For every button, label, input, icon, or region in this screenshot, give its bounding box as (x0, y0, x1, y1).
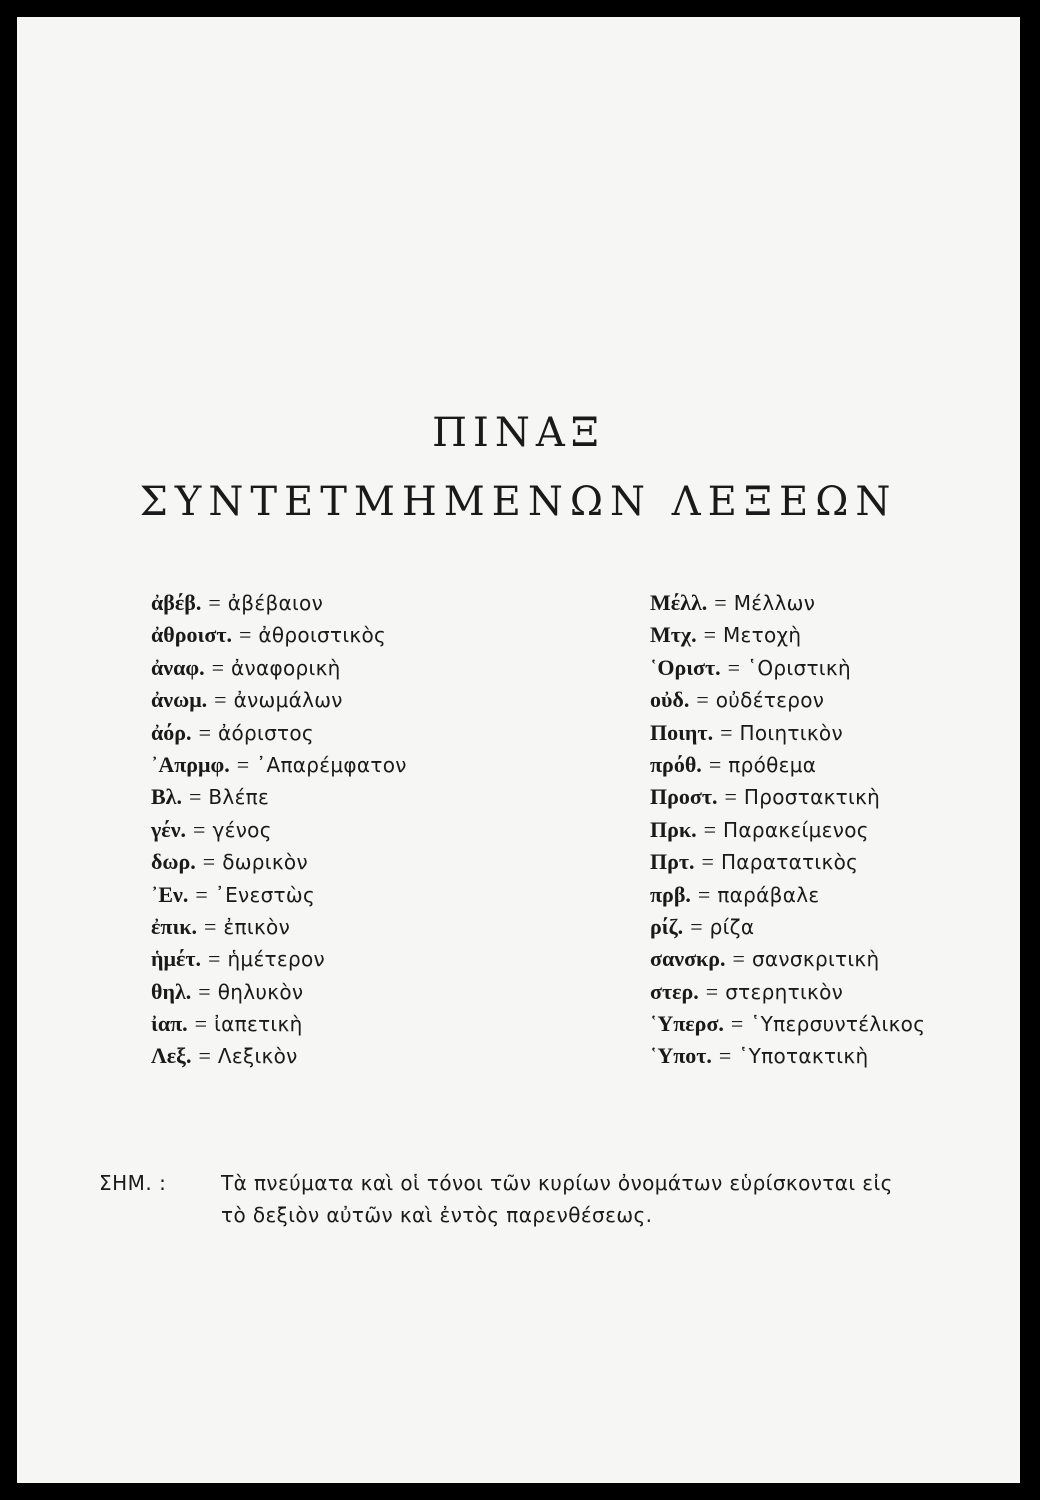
full-word: Μετοχὴ (723, 623, 802, 648)
abbreviation-entry (151, 911, 407, 943)
abbreviation: ἀθροιστ. (151, 622, 232, 648)
abbreviation: στερ. (650, 978, 699, 1004)
abbreviation: ρίζ. (650, 913, 684, 939)
abbreviation: ἡμέτ. (151, 946, 202, 972)
abbreviation: Λεξ. (151, 1043, 192, 1069)
abbreviation-entry (650, 717, 925, 749)
abbreviations-left-column (151, 587, 407, 1073)
abbreviation-entry (151, 619, 407, 651)
abbreviation: ᾿Απρμφ. (151, 751, 230, 777)
abbreviation: Μτχ. (650, 622, 697, 648)
equals-sign: = (214, 687, 227, 713)
abbreviation-entry (151, 814, 407, 846)
equals-sign: = (730, 1011, 744, 1037)
full-word: ᾿Ενεστὼς (214, 882, 315, 907)
abbreviation: ἀνωμ. (151, 687, 208, 713)
full-word: Βλέπε (208, 785, 270, 810)
equals-sign: = (727, 654, 741, 680)
equals-sign: = (198, 1043, 211, 1069)
abbreviation: ἀόρ. (151, 719, 192, 745)
title-line-2: ΣΥΝΤΕΤΜΗΜΕΝΩΝ ΛΕΞΕΩΝ (139, 479, 898, 525)
abbreviation: Προστ. (650, 784, 718, 810)
equals-sign: = (238, 622, 252, 648)
equals-sign: = (703, 816, 717, 842)
full-word: δωρικὸν (222, 850, 308, 875)
abbreviation-entry (151, 684, 407, 716)
abbreviation: Βλ. (151, 784, 182, 810)
full-word: ἀόριστος (217, 720, 314, 745)
full-word: ἡμέτερον (227, 947, 326, 972)
abbreviation: Ποιητ. (650, 719, 714, 745)
abbreviation: Μέλλ. (650, 590, 708, 615)
equals-sign: = (198, 978, 211, 1004)
abbreviation-entry (650, 911, 925, 943)
equals-sign: = (697, 881, 711, 907)
full-word: ἐπικὸν (223, 914, 291, 939)
abbreviation-entry (151, 943, 407, 975)
abbreviation-entry (650, 846, 925, 878)
full-word: ἀνωμάλων (233, 688, 343, 713)
equals-sign: = (202, 849, 216, 875)
abbreviation-entry (151, 879, 407, 911)
abbreviation: σανσκρ. (650, 946, 726, 972)
equals-sign: = (194, 1011, 208, 1037)
note-text-line-2: τὸ δεξιὸν αὐτῶν καὶ ἐντὸς παρενθέσεως. (221, 1203, 653, 1227)
abbreviation-entry (650, 1008, 925, 1040)
document-page (17, 17, 1020, 1483)
equals-sign: = (720, 719, 733, 745)
equals-sign: = (208, 946, 221, 972)
abbreviation-entry (650, 976, 925, 1008)
full-word: Παρακείμενος (723, 817, 869, 842)
equals-sign: = (198, 719, 211, 745)
equals-sign: = (195, 881, 208, 907)
equals-sign: = (236, 751, 250, 777)
equals-sign: = (188, 784, 202, 810)
full-word: ῾Υποτακτικὴ (738, 1044, 869, 1069)
full-word: Λεξικὸν (217, 1044, 298, 1069)
full-word: ἀθροιστικὸς (258, 623, 387, 648)
abbreviation-entry (151, 749, 407, 781)
abbreviation: δωρ. (151, 849, 196, 875)
full-word: Παρατατικὸς (720, 850, 859, 875)
full-word: ῾Οριστικὴ (747, 655, 851, 680)
abbreviation: ἰαπ. (151, 1011, 188, 1037)
abbreviation: οὐδ. (650, 687, 690, 713)
equals-sign: = (204, 913, 217, 939)
equals-sign: = (193, 816, 206, 842)
abbreviation-entry (650, 1040, 925, 1072)
title-line-1: ΠΙΝΑΞ (432, 410, 605, 456)
abbreviation: ῾Υπερσ. (650, 1011, 724, 1037)
abbreviation-entry (650, 587, 925, 619)
full-word: ρίζα (709, 914, 755, 939)
abbreviation-entry (650, 749, 925, 781)
full-word: Προστακτικὴ (743, 785, 881, 810)
equals-sign: = (732, 946, 745, 972)
abbreviation: γέν. (151, 816, 187, 842)
abbreviation-entry (151, 846, 407, 878)
abbreviation-entry (151, 1008, 407, 1040)
full-word: στερητικὸν (725, 979, 844, 1004)
abbreviation-entry (650, 814, 925, 846)
abbreviation: Πρκ. (650, 816, 697, 842)
equals-sign: = (705, 978, 719, 1004)
abbreviation-entry (650, 943, 925, 975)
abbreviation-entry (650, 619, 925, 651)
abbreviation: ῾Υποτ. (650, 1043, 712, 1069)
full-word: οὐδέτερον (715, 688, 825, 713)
full-word: ᾿Απαρέμφατον (256, 752, 407, 777)
full-word: Ποιητικὸν (739, 720, 843, 745)
abbreviation-entry (151, 976, 407, 1008)
abbreviation: πρόθ. (650, 751, 702, 777)
abbreviation: θηλ. (151, 978, 192, 1004)
equals-sign: = (724, 784, 737, 810)
abbreviation-entry (151, 1040, 407, 1072)
abbreviation-entry (151, 781, 407, 813)
full-word: σανσκριτικὴ (751, 947, 880, 972)
abbreviation: ἀβέβ. (151, 590, 202, 615)
abbreviation: ᾿Εν. (151, 881, 189, 907)
abbreviation: Πρτ. (650, 849, 695, 875)
abbreviation-entry (650, 652, 925, 684)
equals-sign: = (708, 751, 722, 777)
full-word: γένος (212, 817, 272, 842)
full-word: θηλυκὸν (217, 979, 304, 1004)
equals-sign: = (701, 849, 714, 875)
abbreviation-entry (650, 879, 925, 911)
full-word: Μέλλων (733, 591, 816, 615)
abbreviation: ἐπικ. (151, 913, 197, 939)
abbreviation-entry (650, 684, 925, 716)
note-text-line-1: Τὰ πνεύματα καὶ οἱ τόνοι τῶν κυρίων ὀνομάτων εὑρίσκονται εἰς (221, 1171, 893, 1195)
equals-sign: = (696, 687, 709, 713)
note-label: ΣΗΜ. : (99, 1171, 167, 1195)
abbreviation: ῾Οριστ. (650, 654, 721, 680)
equals-sign: = (208, 590, 221, 615)
full-word: παράβαλε (717, 882, 820, 907)
abbreviation: πρβ. (650, 881, 691, 907)
abbreviation-entry (151, 587, 407, 619)
equals-sign: = (718, 1043, 732, 1069)
full-word: ἰαπετικὴ (214, 1012, 303, 1037)
abbreviation-entry (151, 717, 407, 749)
equals-sign: = (211, 654, 225, 680)
abbreviation-entry (151, 652, 407, 684)
full-word: πρόθεμα (728, 752, 817, 777)
full-word: ἀναφορικὴ (231, 655, 341, 680)
abbreviations-right-column (650, 587, 925, 1073)
abbreviation: ἀναφ. (151, 654, 205, 680)
full-word: ἀβέβαιον (227, 591, 324, 615)
equals-sign: = (703, 622, 716, 648)
abbreviation-entry (650, 781, 925, 813)
equals-sign: = (690, 913, 703, 939)
equals-sign: = (714, 590, 727, 615)
full-word: ῾Υπερσυντέλικος (750, 1012, 926, 1037)
